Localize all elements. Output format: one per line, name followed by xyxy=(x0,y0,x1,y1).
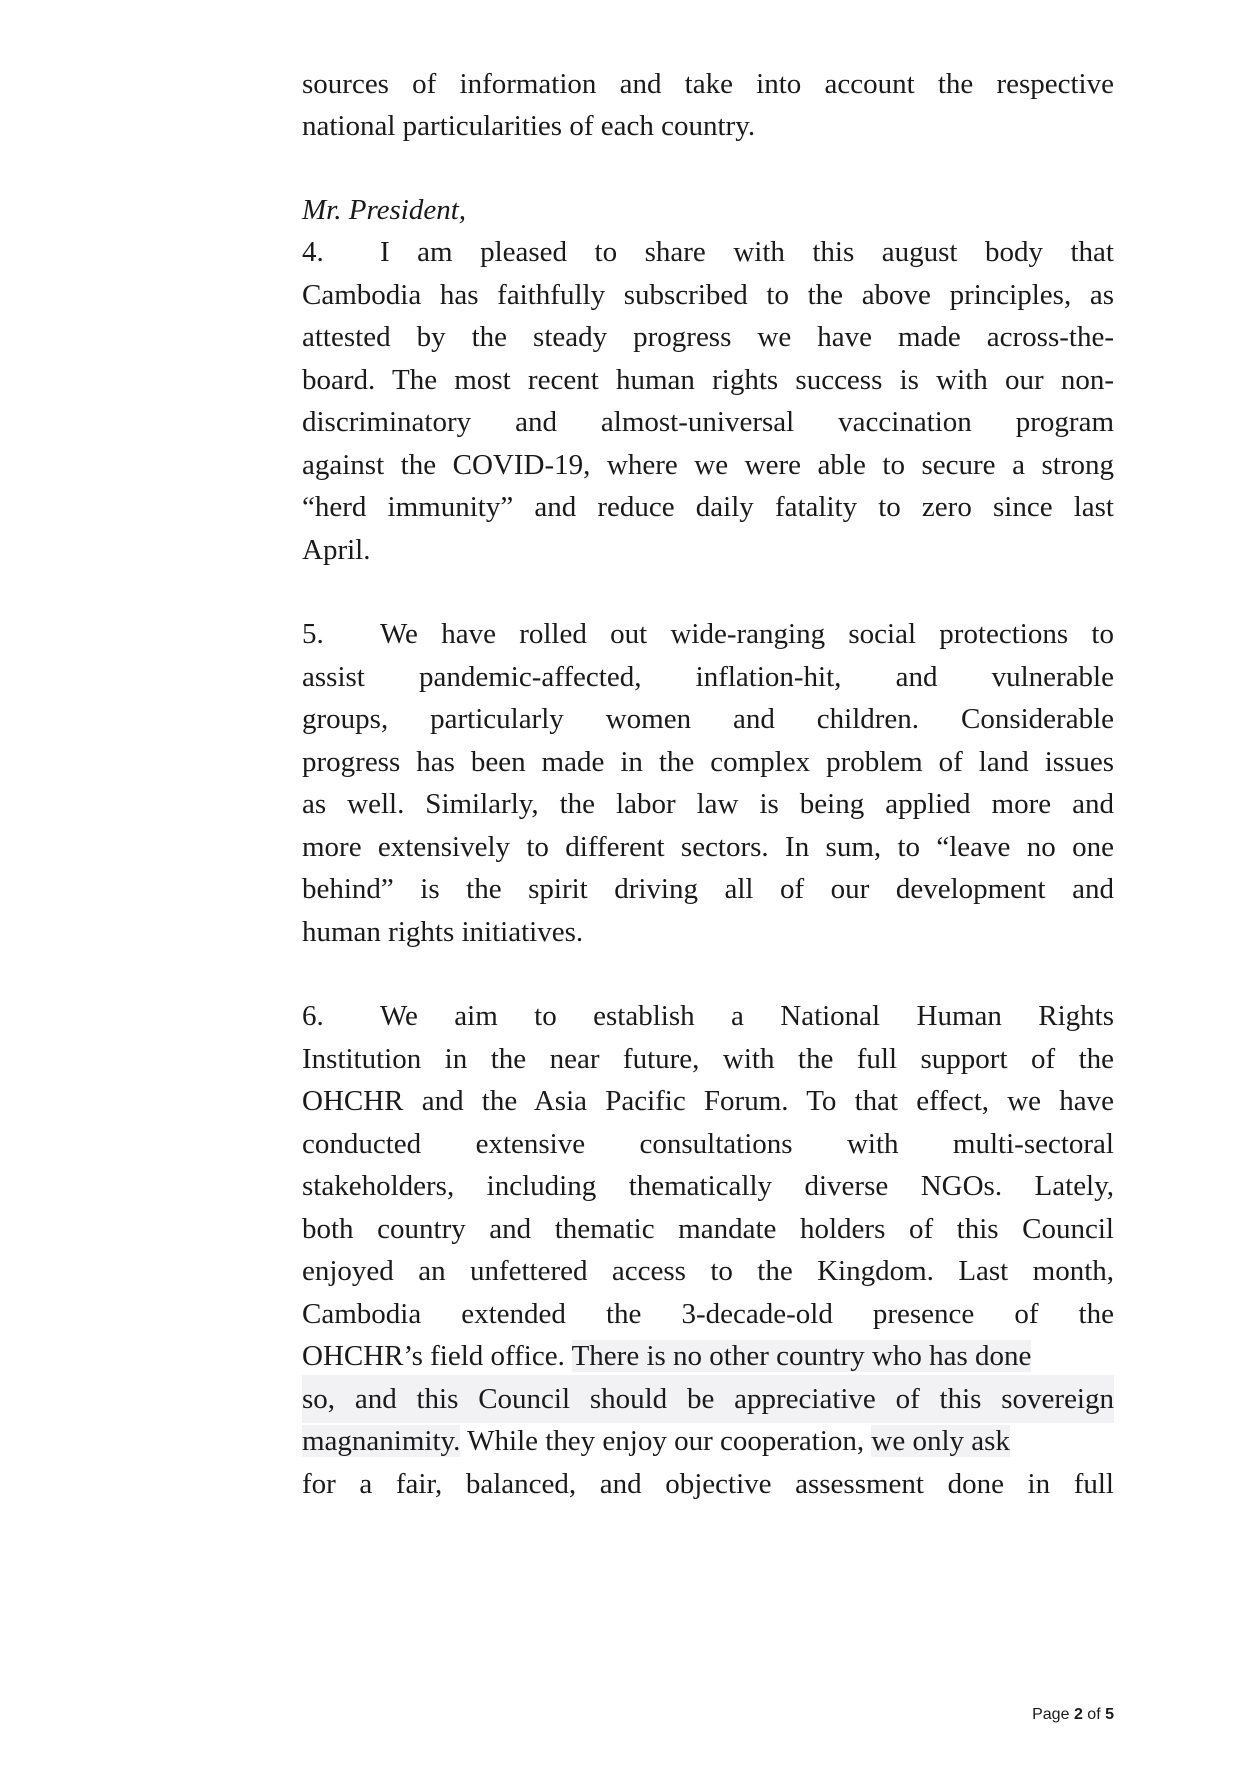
body-line: OHCHR and the Asia Pacific Forum. To that effect, we have xyxy=(302,1085,1114,1117)
paragraph-number: 4. xyxy=(302,236,324,268)
paragraph-number: 6. xyxy=(302,1000,324,1032)
body-line: attested by the steady progress we have made across-the- xyxy=(302,321,1114,353)
page-label: Page xyxy=(1032,1706,1070,1723)
current-page: 2 xyxy=(1073,1706,1083,1723)
total-pages: 5 xyxy=(1105,1706,1114,1723)
body-text: While they enjoy our cooperation, xyxy=(467,1425,865,1457)
body-line: We have rolled out wide-ranging social protections to xyxy=(380,618,1114,650)
body-line: enjoyed an unfettered access to the Kingdom. Last month, xyxy=(302,1255,1114,1287)
body-line: conducted extensive consultations with multi-sectoral xyxy=(302,1128,1114,1160)
page-number-footer xyxy=(900,1706,1114,1724)
salutation: Mr. President, xyxy=(302,194,467,226)
body-line: board. The most recent human rights success is with our non- xyxy=(302,364,1114,396)
paragraph-4-first-line xyxy=(302,228,1114,276)
paragraph-6-first-line xyxy=(302,992,1114,1040)
body-line: sources of information and take into account the respective xyxy=(302,68,1114,100)
highlighted-text: so, and this Council should be appreciative of this sovereign xyxy=(302,1375,1114,1423)
highlighted-text: magnanimity. xyxy=(302,1425,461,1457)
body-line: assist pandemic-affected, inflation-hit, and vulnerable xyxy=(302,661,1114,693)
body-line: We aim to establish a National Human Rights xyxy=(380,1000,1114,1032)
body-line: national particularities of each country. xyxy=(302,110,756,142)
body-line: both country and thematic mandate holders of this Council xyxy=(302,1213,1114,1245)
paragraph-number: 5. xyxy=(302,618,324,650)
body-line: discriminatory and almost-universal vaccination program xyxy=(302,406,1114,438)
body-line: against the COVID-19, where we were able to secure a strong xyxy=(302,449,1114,481)
page-of-label: of xyxy=(1087,1706,1101,1723)
body-line: human rights initiatives. xyxy=(302,916,584,948)
body-line-mixed xyxy=(302,1417,1114,1465)
body-line: Cambodia extended the 3-decade-old presence of the xyxy=(302,1298,1114,1330)
body-line: stakeholders, including thematically diverse NGOs. Lately, xyxy=(302,1170,1114,1202)
body-line: April. xyxy=(302,534,371,566)
body-line: I am pleased to share with this august body that xyxy=(380,236,1114,268)
highlighted-text: There is no other country who has done xyxy=(571,1340,1032,1372)
body-line: progress has been made in the complex problem of land issues xyxy=(302,746,1114,778)
paragraph-5-first-line xyxy=(302,610,1114,658)
body-line-mixed xyxy=(302,1332,1114,1380)
body-line: for a fair, balanced, and objective assessment done in full xyxy=(302,1468,1114,1500)
body-line: “herd immunity” and reduce daily fatality to zero since last xyxy=(302,491,1114,523)
body-line: Cambodia has faithfully subscribed to the above principles, as xyxy=(302,279,1114,311)
body-line: as well. Similarly, the labor law is being applied more and xyxy=(302,788,1114,820)
highlighted-text: we only ask xyxy=(871,1425,1010,1457)
body-line: more extensively to different sectors. In sum, to “leave no one xyxy=(302,831,1114,863)
body-line: Institution in the near future, with the full support of the xyxy=(302,1043,1114,1075)
body-text: OHCHR’s field office. xyxy=(302,1340,565,1372)
body-line: groups, particularly women and children. Considerable xyxy=(302,703,1114,735)
body-line: behind” is the spirit driving all of our development and xyxy=(302,873,1114,905)
